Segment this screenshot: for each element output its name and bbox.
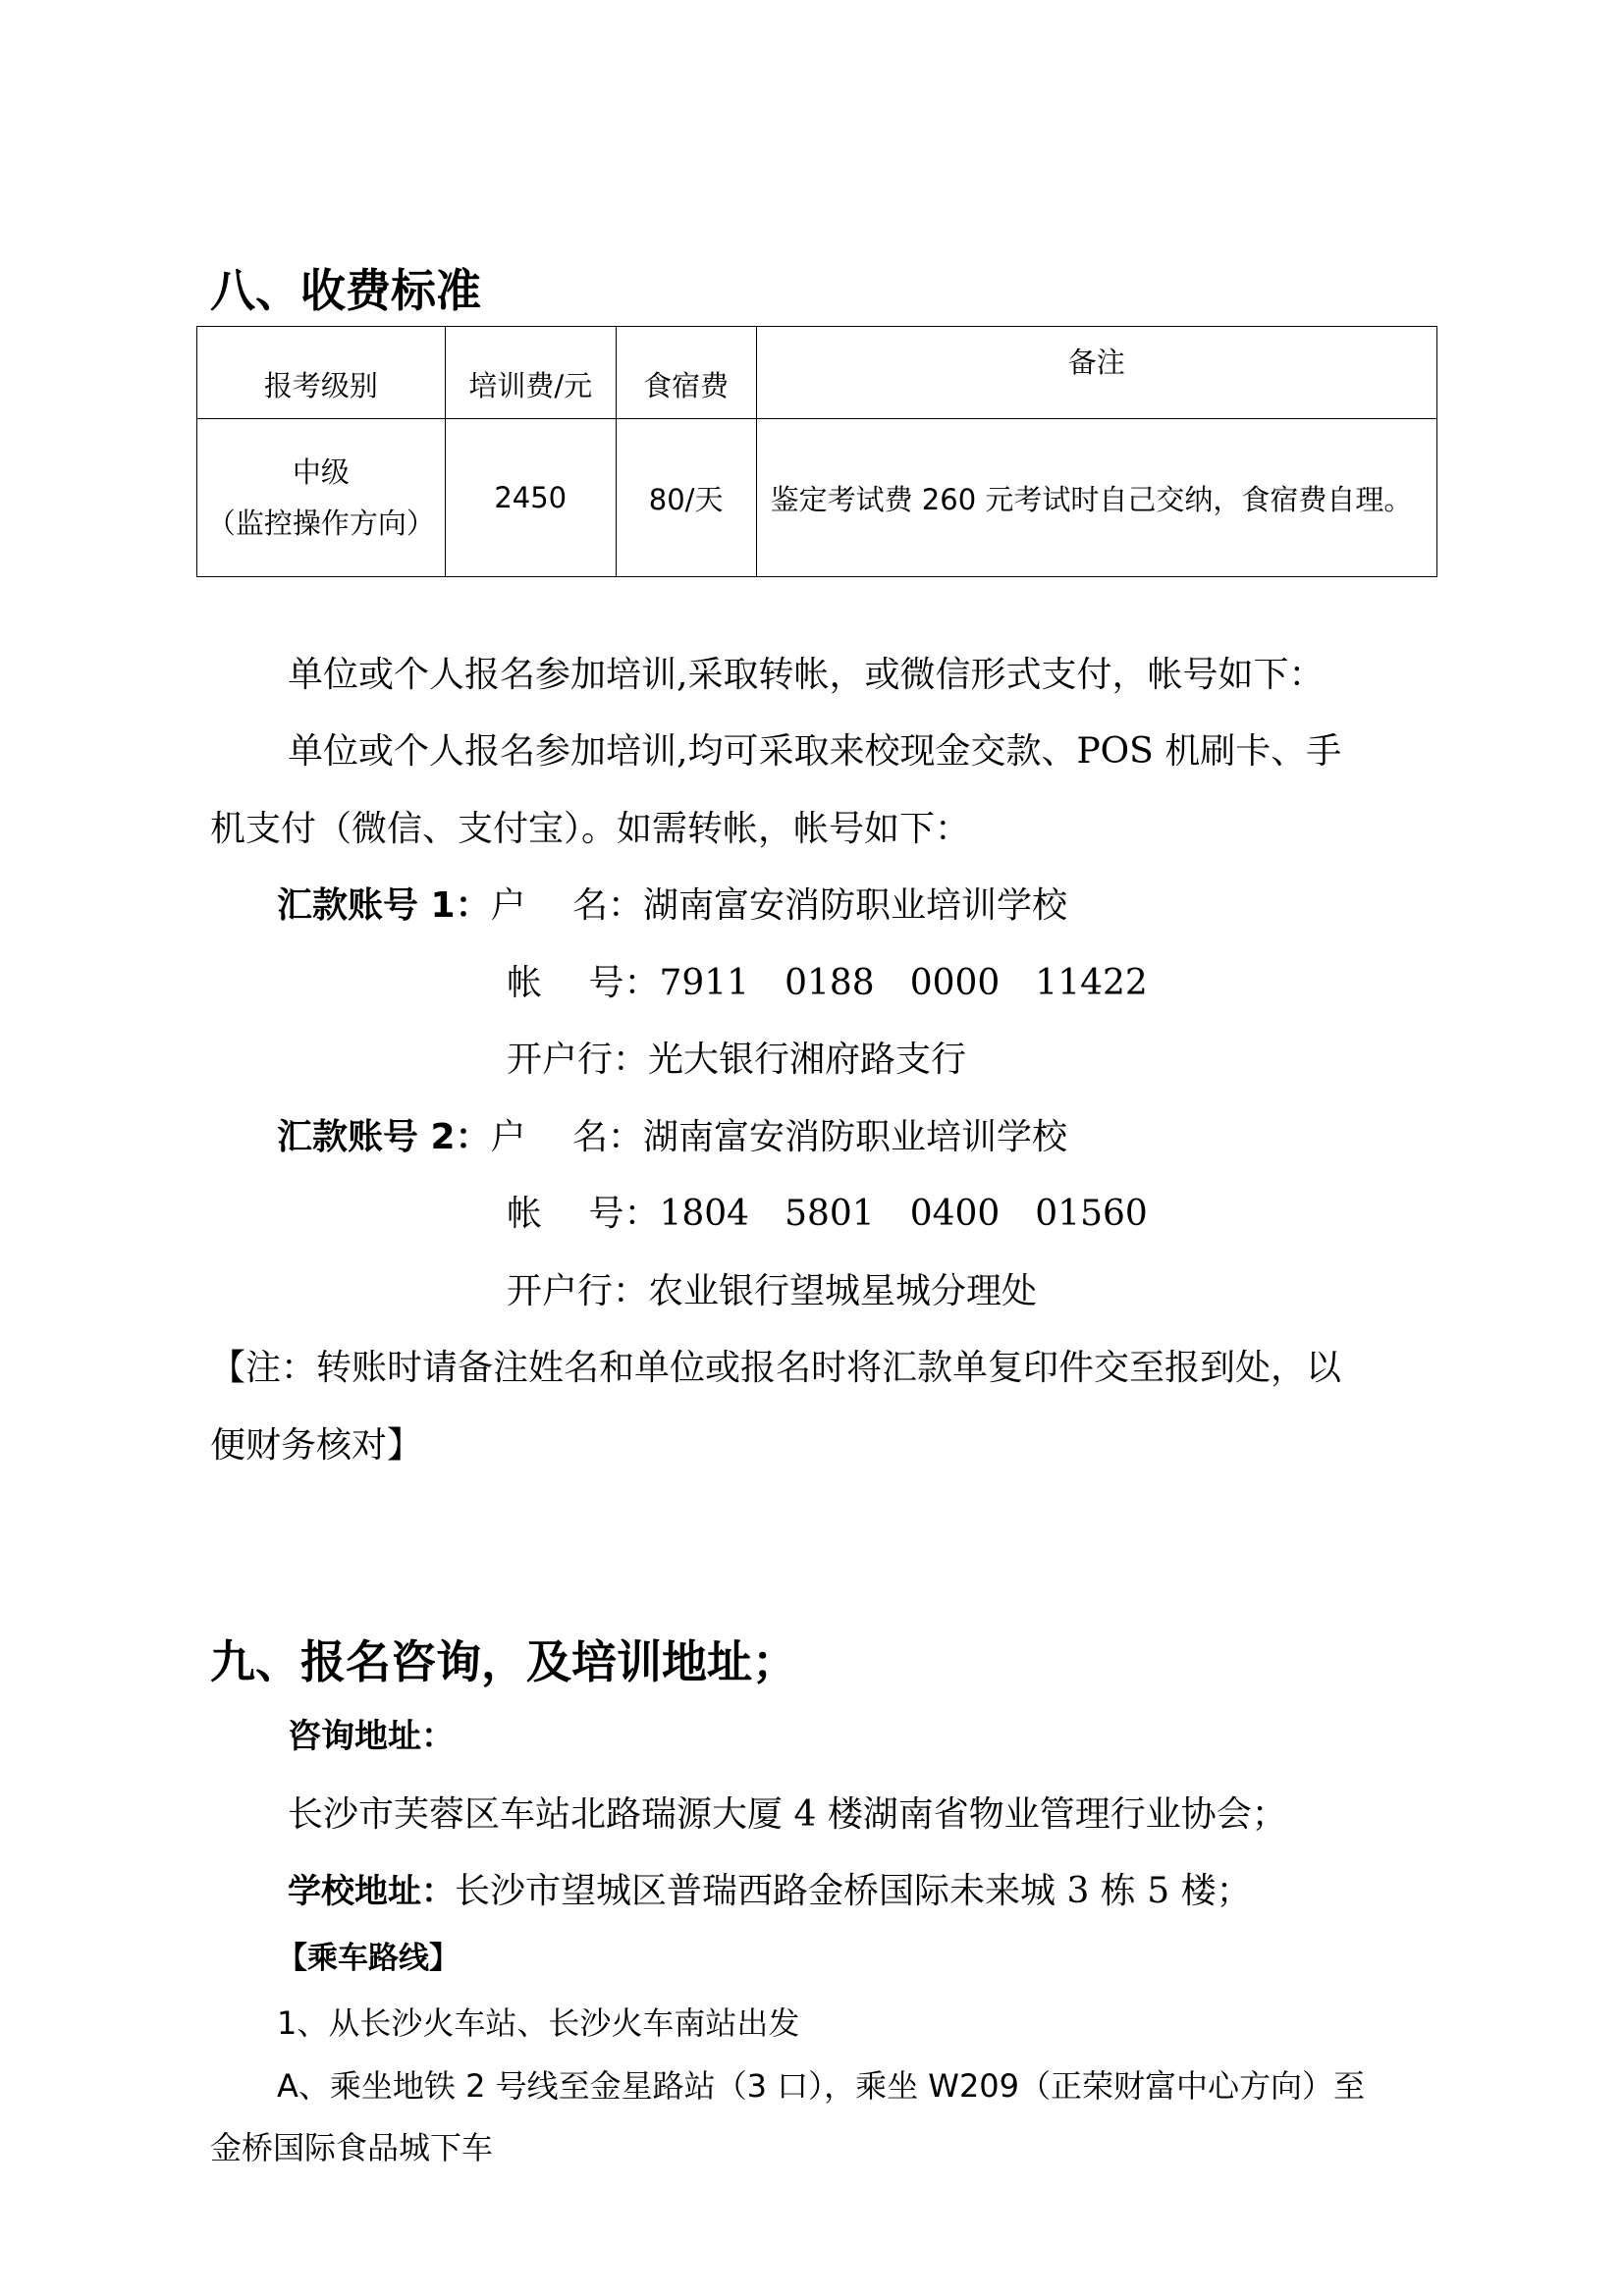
account-1-number-label: 帐 号： — [507, 963, 660, 1003]
account-1 — [277, 885, 1068, 926]
cell-board-fee: 80/天 — [616, 419, 756, 577]
account-1-bank: 光大银行湘府路支行 — [648, 1040, 967, 1080]
payment-paragraph-2-line-2: 机支付（微信、支付宝）。如需转帐，帐号如下： — [210, 809, 971, 849]
account-1-bank-line — [507, 1042, 966, 1078]
header-level: 报考级别 — [197, 327, 446, 419]
section-9-title: 九、报名咨询，及培训地址； — [210, 1635, 797, 1688]
account-2-number-line — [507, 1194, 1148, 1234]
account-2-name-label: 户 名： — [490, 1117, 644, 1157]
cell-training-fee: 2450 — [445, 419, 616, 577]
cell-level — [197, 419, 446, 577]
route-1a-line-2: 金桥国际食品城下车 — [210, 2129, 494, 2166]
account-1-label: 汇款账号 1： — [277, 885, 491, 926]
consult-address: 长沙市芙蓉区车站北路瑞源大厦 4 楼湖南省物业管理行业协会； — [288, 1794, 1287, 1835]
account-2-label: 汇款账号 2： — [277, 1117, 491, 1157]
header-training-fee: 培训费/元 — [445, 327, 616, 419]
header-remark: 备注 — [756, 327, 1436, 419]
account-2-number: 1804 5801 0400 01560 — [659, 1194, 1148, 1234]
route-1: 1、从长沙火车站、长沙火车南站出发 — [277, 2004, 800, 2042]
account-2-bank-line — [507, 1271, 1038, 1311]
account-1-number-line — [507, 963, 1148, 1003]
consult-label: 咨询地址： — [288, 1717, 455, 1756]
account-1-name: 湖南富安消防职业培训学校 — [643, 885, 1068, 926]
account-2-bank: 农业银行望城星城分理处 — [648, 1271, 1038, 1311]
level-direction: （监控操作方向） — [206, 507, 435, 540]
account-2-name: 湖南富安消防职业培训学校 — [643, 1117, 1068, 1157]
account-2-bank-label: 开户行： — [507, 1271, 649, 1311]
payment-paragraph-1: 单位或个人报名参加培训,采取转帐，或微信形式支付，帐号如下： — [288, 655, 1325, 695]
note-line-2: 便财务核对】 — [210, 1425, 423, 1466]
account-1-bank-label: 开户行： — [507, 1040, 649, 1080]
school-label: 学校地址： — [288, 1872, 455, 1911]
cell-remark: 鉴定考试费 260 元考试时自己交纳，食宿费自理。 — [756, 419, 1436, 577]
account-2 — [277, 1117, 1068, 1157]
header-board-fee: 食宿费 — [616, 327, 756, 419]
route-heading: 【乘车路线】 — [277, 1941, 460, 1976]
account-1-name-label: 户 名： — [490, 885, 644, 926]
table-row — [197, 419, 1437, 577]
route-1a-line-1: A、乘坐地铁 2 号线至金星路站（3 口），乘坐 W209（正荣财富中心方向）至 — [277, 2067, 1366, 2105]
note-line-1: 【注：转账时请备注姓名和单位或报名时将汇款单复印件交至报到处，以 — [210, 1348, 1342, 1388]
account-2-number-label: 帐 号： — [507, 1194, 660, 1234]
fee-table — [196, 326, 1437, 577]
school-address: 长沙市望城区普瑞西路金桥国际未来城 3 栋 5 楼； — [455, 1871, 1252, 1911]
level-name: 中级 — [292, 455, 350, 489]
account-1-number: 7911 0188 0000 11422 — [659, 963, 1148, 1003]
section-8-title: 八、收费标准 — [210, 264, 481, 317]
fee-table-header-row — [197, 327, 1437, 419]
school-address-line — [288, 1871, 1252, 1911]
payment-paragraph-2-line-1: 单位或个人报名参加培训,均可采取来校现金交款、POS 机刷卡、手 — [288, 731, 1342, 772]
